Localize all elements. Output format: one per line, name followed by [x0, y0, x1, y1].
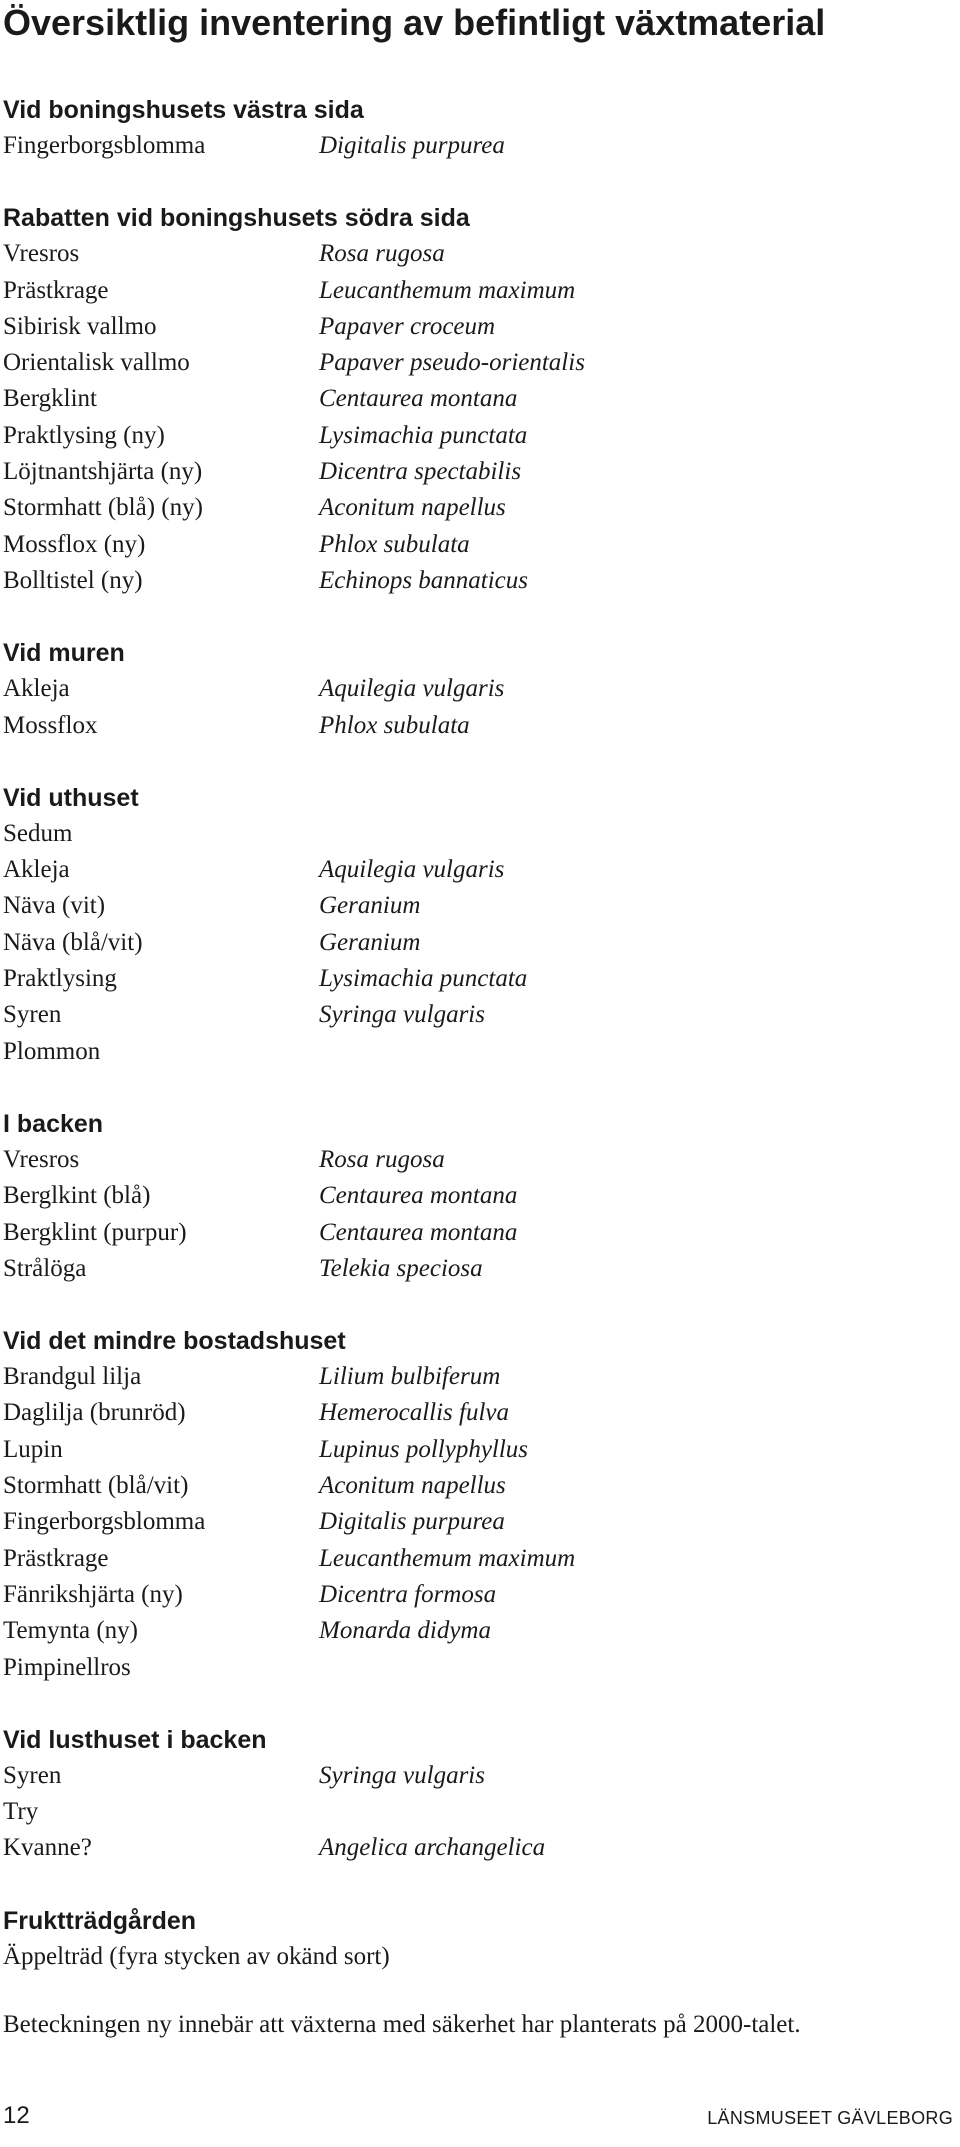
plant-common-name: Mossflox (ny) [3, 530, 146, 558]
plant-latin-name: Aconitum napellus [319, 1472, 506, 1500]
plant-common-name: Sibirisk vallmo [3, 312, 157, 340]
section-heading: Fruktträdgården [3, 1906, 197, 1935]
plant-row [3, 1395, 953, 1431]
plant-section [3, 1106, 953, 1287]
plant-row [3, 1758, 953, 1794]
plant-common-name: Bolltistel (ny) [3, 566, 143, 594]
plant-common-name: Stormhatt (blå/vit) [3, 1472, 189, 1500]
plant-latin-name: Rosa rugosa [319, 1145, 445, 1173]
plant-common-name: Plommon [3, 1037, 101, 1065]
plant-latin-name: Monarda didyma [319, 1617, 491, 1645]
plant-row [3, 997, 953, 1033]
plant-row [3, 309, 953, 345]
plant-common-name: Prästkrage [3, 1544, 109, 1572]
plant-row [3, 1650, 953, 1686]
plant-inventory [3, 92, 953, 2043]
plant-row [3, 961, 953, 997]
plant-common-name: Syren [3, 1761, 62, 1789]
plant-row [3, 381, 953, 417]
plant-common-name: Näva (vit) [3, 892, 106, 920]
plant-common-name: Try [3, 1798, 39, 1826]
plant-section [3, 780, 953, 1070]
plant-latin-name: Hemerocallis fulva [319, 1399, 510, 1427]
plant-common-name: Fingerborgsblomma [3, 132, 206, 159]
plant-latin-name: Rosa rugosa [319, 240, 445, 268]
plant-latin-name: Papaver pseudo-orientalis [319, 349, 585, 377]
plant-common-name: Brandgul lilja [3, 1363, 142, 1391]
plant-row [3, 1432, 953, 1468]
plant-row [3, 1830, 953, 1866]
plant-common-name: Sedum [3, 819, 73, 847]
plant-common-name: Bergklint [3, 385, 97, 413]
plant-row [3, 888, 953, 924]
plant-row [3, 527, 953, 563]
plant-common-name: Orientalisk vallmo [3, 349, 190, 377]
plant-row [3, 708, 953, 744]
plant-row [3, 1577, 953, 1613]
plant-row [3, 454, 953, 490]
plant-common-name: Vresros [3, 240, 80, 268]
plant-common-name: Äppelträd (fyra stycken av okänd sort) [3, 1942, 390, 1970]
plant-latin-name: Aconitum napellus [319, 494, 506, 522]
plant-latin-name: Syringa vulgaris [319, 1761, 485, 1789]
plant-row [3, 128, 953, 164]
plant-latin-name: Aquilegia vulgaris [319, 856, 505, 884]
plant-latin-name: Geranium [319, 892, 421, 920]
plant-latin-name: Echinops bannaticus [319, 566, 529, 594]
plant-section [3, 1903, 953, 1975]
plant-row [3, 816, 953, 852]
section-heading: Vid lusthuset i backen [3, 1725, 267, 1754]
plant-latin-name: Lilium bulbiferum [319, 1363, 501, 1391]
plant-common-name: Lupin [3, 1435, 63, 1463]
plant-row [3, 236, 953, 272]
plant-common-name: Praktlysing (ny) [3, 421, 165, 449]
page-number: 12 [3, 2102, 30, 2129]
plant-common-name: Vresros [3, 1145, 80, 1173]
plant-latin-name: Telekia speciosa [319, 1254, 483, 1282]
plant-section [3, 92, 953, 164]
plant-latin-name: Angelica archangelica [319, 1834, 546, 1862]
plant-row [3, 1504, 953, 1540]
plant-latin-name: Digitalis purpurea [319, 132, 505, 159]
section-heading: I backen [3, 1109, 104, 1138]
section-heading: Vid boningshusets västra sida [3, 96, 364, 124]
plant-latin-name: Lysimachia punctata [319, 421, 528, 449]
plant-row [3, 671, 953, 707]
plant-common-name: Bergklint (purpur) [3, 1218, 187, 1246]
plant-common-name: Kvanne? [3, 1834, 92, 1862]
plant-row [3, 1541, 953, 1577]
plant-section [3, 1722, 953, 1867]
plant-latin-name: Phlox subulata [319, 711, 470, 739]
plant-latin-name: Papaver croceum [319, 312, 496, 340]
plant-latin-name: Geranium [319, 928, 421, 956]
plant-row [3, 852, 953, 888]
plant-common-name: Syren [3, 1001, 62, 1029]
plant-row [3, 1359, 953, 1395]
plant-latin-name: Phlox subulata [319, 530, 470, 558]
plant-common-name: Löjtnantshjärta (ny) [3, 458, 203, 486]
plant-row [3, 345, 953, 381]
plant-row [3, 563, 953, 599]
plant-latin-name: Syringa vulgaris [319, 1001, 485, 1029]
plant-latin-name: Digitalis purpurea [319, 1508, 505, 1536]
plant-common-name: Fänrikshjärta (ny) [3, 1580, 183, 1608]
plant-section [3, 1323, 953, 1686]
plant-row [3, 925, 953, 961]
plant-section [3, 200, 953, 599]
section-heading: Vid det mindre bostadshuset [3, 1327, 346, 1356]
plant-row [3, 1794, 953, 1830]
plant-latin-name: Centaurea montana [319, 1182, 518, 1210]
plant-common-name: Fingerborgsblomma [3, 1508, 206, 1536]
plant-row [3, 273, 953, 309]
plant-common-name: Mossflox [3, 711, 98, 739]
plant-latin-name: Leucanthemum maximum [319, 276, 576, 304]
section-heading: Rabatten vid boningshusets södra sida [3, 204, 470, 233]
plant-row [3, 490, 953, 526]
plant-row [3, 1468, 953, 1504]
plant-common-name: Stormhatt (blå) (ny) [3, 494, 203, 522]
plant-latin-name: Leucanthemum maximum [319, 1544, 576, 1572]
footnote: Beteckningen ny innebär att växterna med säkerhet har planterats på 2000-talet. [3, 2010, 801, 2038]
plant-common-name: Prästkrage [3, 276, 109, 304]
plant-row [3, 1215, 953, 1251]
plant-latin-name: Lysimachia punctata [319, 965, 528, 993]
page-title: Översiktlig inventering av befintligt växtmaterial [3, 2, 826, 43]
plant-row [3, 1034, 953, 1070]
plant-row [3, 1613, 953, 1649]
plant-common-name: Näva (blå/vit) [3, 928, 143, 956]
plant-latin-name: Lupinus pollyphyllus [319, 1435, 529, 1463]
plant-row [3, 418, 953, 454]
plant-common-name: Daglilja (brunröd) [3, 1399, 186, 1427]
plant-section [3, 635, 953, 744]
section-heading: Vid muren [3, 639, 125, 668]
plant-common-name: Temynta (ny) [3, 1617, 139, 1645]
plant-latin-name: Dicentra formosa [319, 1580, 497, 1608]
plant-latin-name: Dicentra spectabilis [319, 458, 522, 486]
section-heading: Vid uthuset [3, 783, 139, 812]
plant-common-name: Strålöga [3, 1254, 87, 1282]
plant-row [3, 1178, 953, 1214]
plant-latin-name: Aquilegia vulgaris [319, 675, 505, 703]
footer-organization: LÄNSMUSEET GÄVLEBORG [707, 2108, 953, 2128]
plant-common-name: Pimpinellros [3, 1653, 131, 1681]
plant-common-name: Berglkint (blå) [3, 1182, 151, 1210]
plant-common-name: Akleja [3, 856, 70, 884]
plant-row [3, 1251, 953, 1287]
plant-common-name: Praktlysing [3, 965, 117, 993]
plant-row [3, 1142, 953, 1178]
plant-common-name: Akleja [3, 675, 70, 703]
plant-latin-name: Centaurea montana [319, 1218, 518, 1246]
plant-latin-name: Centaurea montana [319, 385, 518, 413]
